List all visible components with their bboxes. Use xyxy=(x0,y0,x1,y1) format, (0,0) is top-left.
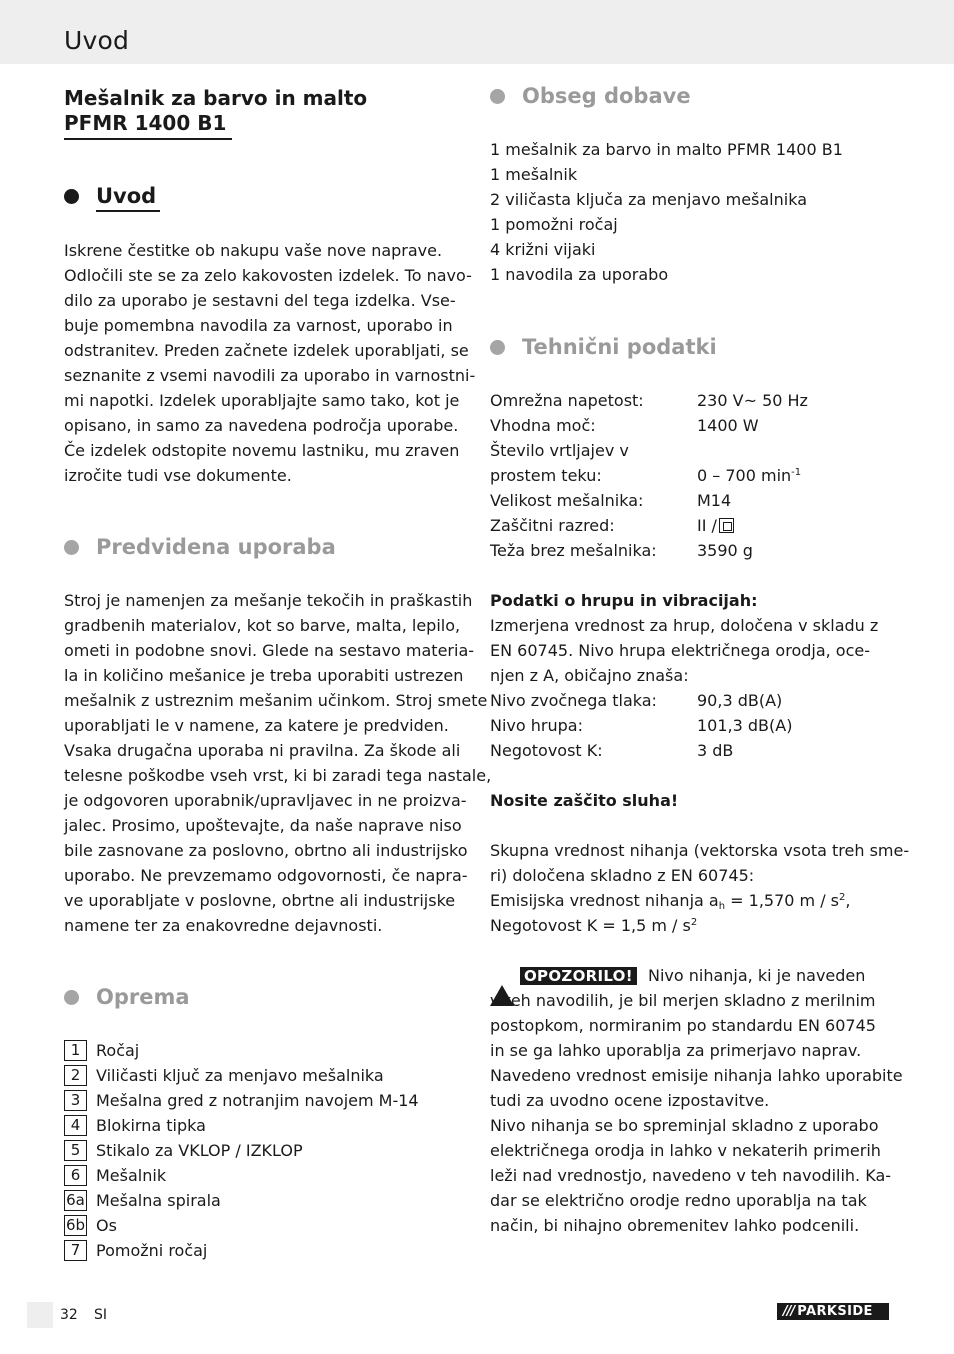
part-item xyxy=(64,1238,419,1263)
text-line: Če izdelek odstopite novemu lastniku, mu zraven xyxy=(64,441,460,460)
part-item xyxy=(64,1088,419,1113)
part-number: 2 xyxy=(64,1065,87,1086)
text-line: odstranitev. Preden začnete izdelek uporabljati, se xyxy=(64,341,469,360)
part-label: Os xyxy=(96,1216,117,1235)
obseg-list xyxy=(490,137,843,287)
part-label: Blokirna tipka xyxy=(96,1116,206,1135)
text-part: , xyxy=(845,891,851,910)
spec-value-text: 0 – 700 min xyxy=(697,466,792,485)
page-header-title: Uvod xyxy=(64,26,130,55)
noise-paragraph xyxy=(490,613,878,688)
text-line: leži nad vrednostjo, navedeno v teh navodilih. Ka- xyxy=(490,1166,892,1185)
text-line: Skupna vrednost nihanja (vektorska vsota treh sme- xyxy=(490,841,910,860)
section-heading-oprema xyxy=(64,985,190,1009)
spec-key: Negotovost K: xyxy=(490,741,603,760)
spec-value: 3590 g xyxy=(697,541,753,560)
spec-value xyxy=(697,513,734,538)
part-label: Pomožni ročaj xyxy=(96,1241,208,1260)
page-number: 32 xyxy=(60,1307,78,1323)
text-part: Emisijska vrednost nihanja a xyxy=(490,891,719,910)
spec-table xyxy=(490,388,808,563)
noise-heading: Podatki o hrupu in vibracijah: xyxy=(490,591,758,610)
spec-value: M14 xyxy=(697,491,732,510)
part-number: 6 xyxy=(64,1165,87,1186)
spec-value-exponent: -1 xyxy=(791,467,802,478)
bullet-dot xyxy=(490,89,505,104)
text-line: ri) določena skladno z EN 60745: xyxy=(490,866,755,885)
text-line: izročite tudi vse dokumente. xyxy=(64,466,292,485)
spec-row xyxy=(490,388,808,413)
text-part: Nivo nihanja, ki je naveden xyxy=(647,966,866,985)
bullet-dot xyxy=(64,540,79,555)
uvod-underline xyxy=(96,210,160,212)
text-line: Izmerjena vrednost za hrup, določena v skladu z xyxy=(490,616,879,635)
protection-class-ii-icon xyxy=(719,518,734,533)
text-line: postopkom, normiranim po standardu EN 60745 xyxy=(490,1016,876,1035)
text-line: mi napotki. Izdelek uporabljajte samo tako, kot je xyxy=(64,391,460,410)
text-line: uporabo. Ne prevzemamo odgovornosti, če napra- xyxy=(64,866,468,885)
part-number: 3 xyxy=(64,1090,87,1111)
text-line: bile zasnovane za poslovno, obrtno ali industrijsko xyxy=(64,841,468,860)
spec-row xyxy=(490,538,808,563)
text-line: gradbenih materialov, kot so barve, malta, lepilo, xyxy=(64,616,461,635)
noise-table xyxy=(490,688,792,763)
text-line: dilo za uporabo je sestavni del tega izdelka. Vse- xyxy=(64,291,456,310)
part-item xyxy=(64,1163,419,1188)
text-line: je odgovoren uporabnik/upravljavec in ne proizva- xyxy=(64,791,467,810)
section-heading-text: Predvidena uporaba xyxy=(96,535,336,559)
part-number: 7 xyxy=(64,1240,87,1261)
document-title xyxy=(64,86,367,136)
part-number: 1 xyxy=(64,1040,87,1061)
text-line: Stroj je namenjen za mešanje tekočih in praškastih xyxy=(64,591,473,610)
bullet-dot xyxy=(64,990,79,1005)
document-title-underline xyxy=(64,138,232,140)
spec-value: 3 dB xyxy=(697,741,734,760)
warning-first-line xyxy=(490,963,903,988)
spec-value-text: II / xyxy=(697,516,717,535)
document-title-line1: Mešalnik za barvo in malto xyxy=(64,86,368,110)
spec-row xyxy=(490,413,808,438)
text-line: mešalnik z ustreznim mešanim učinkom. Stroj smete xyxy=(64,691,488,710)
text-line: 1 navodila za uporabo xyxy=(490,265,669,284)
text-part: = 1,570 m / s xyxy=(725,891,840,910)
spec-key: Teža brez mešalnika: xyxy=(490,541,657,560)
text-line: Vsaka drugačna uporaba ni pravilna. Za škode ali xyxy=(64,741,461,760)
parkside-logo xyxy=(777,1303,889,1320)
predvidena-paragraph xyxy=(64,588,491,938)
text-line: ve uporabljate v poslovne, obrtne ali industrijske xyxy=(64,891,456,910)
part-item xyxy=(64,1038,419,1063)
spec-key: Vhodna moč: xyxy=(490,416,596,435)
part-label: Mešalna spirala xyxy=(96,1191,221,1210)
part-number: 4 xyxy=(64,1115,87,1136)
part-number: 5 xyxy=(64,1140,87,1161)
text-line: njen z A, običajno znaša: xyxy=(490,666,689,685)
warning-paragraph xyxy=(490,963,903,1238)
section-heading-uvod xyxy=(64,184,156,208)
text-part: Negotovost K = 1,5 m / s xyxy=(490,916,691,935)
spec-key: Velikost mešalnika: xyxy=(490,491,644,510)
spec-key: Nivo hrupa: xyxy=(490,716,583,735)
language-code: SI xyxy=(94,1307,108,1323)
text-line: in se ga lahko uporablja za primerjavo naprav. xyxy=(490,1041,862,1060)
part-label: Ročaj xyxy=(96,1041,140,1060)
spec-key: Omrežna napetost: xyxy=(490,391,644,410)
spec-key: Nivo zvočnega tlaka: xyxy=(490,691,657,710)
section-heading-tehnicni-podatki xyxy=(490,335,717,359)
part-item xyxy=(64,1188,419,1213)
text-line: tudi za uvodno ocene izpostavitve. xyxy=(490,1091,770,1110)
text-line: ometi in podobne snovi. Glede na sestavo materia- xyxy=(64,641,475,660)
text-line: Iskrene čestitke ob nakupu vaše nove naprave. xyxy=(64,241,443,260)
part-label: Viličasti ključ za menjavo mešalnika xyxy=(96,1066,384,1085)
spec-row xyxy=(490,438,808,463)
part-label: Mešalna gred z notranjim navojem M-14 xyxy=(96,1091,419,1110)
vibration-paragraph xyxy=(490,838,909,938)
hearing-protection-note: Nosite zaščito sluha! xyxy=(490,791,679,810)
part-item xyxy=(64,1138,419,1163)
logo-slashes: /// xyxy=(783,1304,795,1319)
text-line xyxy=(490,913,909,938)
spec-row xyxy=(490,513,808,538)
text-line: 4 križni vijaki xyxy=(490,240,596,259)
text-line: seznanite z vsemi navodili za uporabo in varnostni- xyxy=(64,366,476,385)
bullet-dot xyxy=(64,189,79,204)
text-line: buje pomembna navodila za varnost, uporabo in xyxy=(64,316,453,335)
header-band xyxy=(0,0,954,64)
warning-triangle-icon xyxy=(490,966,514,1006)
uvod-paragraph xyxy=(64,238,475,488)
spec-value: 101,3 dB(A) xyxy=(697,716,793,735)
spec-row xyxy=(490,688,792,713)
text-line: 1 pomožni ročaj xyxy=(490,215,618,234)
spec-value: 1400 W xyxy=(697,416,759,435)
text-line: 1 mešalnik xyxy=(490,165,578,184)
spec-row xyxy=(490,488,808,513)
text-line: 2 viličasta ključa za menjavo mešalnika xyxy=(490,190,807,209)
text-line: električnega orodja in lahko v nekaterih primerih xyxy=(490,1141,881,1160)
text-line: Nivo nihanja se bo spreminjal skladno z uporabo xyxy=(490,1116,879,1135)
spec-key: Zaščitni razred: xyxy=(490,516,615,535)
part-item xyxy=(64,1213,419,1238)
spec-value: 90,3 dB(A) xyxy=(697,691,783,710)
warning-badge: OPOZORILO! xyxy=(520,967,637,985)
part-label: Stikalo za VKLOP / IZKLOP xyxy=(96,1141,303,1160)
text-line: uporabljati le v namene, za katere je predviden. xyxy=(64,716,449,735)
text-line: telesne poškodbe vseh vrst, ki bi zaradi tega nastale, xyxy=(64,766,492,785)
section-heading-text: Obseg dobave xyxy=(522,84,691,108)
part-number: 6b xyxy=(65,1216,86,1234)
subscript: h xyxy=(718,901,726,912)
text-line: namene ter za enakovredne dejavnosti. xyxy=(64,916,383,935)
superscript: 2 xyxy=(690,917,698,928)
part-number: 6a xyxy=(64,1190,87,1211)
text-line xyxy=(490,888,909,913)
text-line: opisano, in samo za navedena področja uporabe. xyxy=(64,416,459,435)
superscript: 2 xyxy=(839,892,846,903)
text-line: način, bi nihajno obremenitev lahko podcenili. xyxy=(490,1216,860,1235)
section-heading-obseg-dobave xyxy=(490,84,691,108)
text-line: Navedeno vrednost emisije nihanja lahko uporabite xyxy=(490,1066,903,1085)
document-title-model: PFMR 1400 B1 xyxy=(64,111,227,135)
spec-row xyxy=(490,463,808,488)
part-item xyxy=(64,1063,419,1088)
spec-row xyxy=(490,713,792,738)
bullet-dot xyxy=(490,340,505,355)
text-line: la in količino mešanice je treba uporabiti ustrezen xyxy=(64,666,464,685)
text-line: jalec. Prosimo, upoštevajte, da naše naprave niso xyxy=(64,816,462,835)
section-heading-text: Uvod xyxy=(96,184,157,208)
parts-list xyxy=(64,1038,419,1263)
section-heading-text: Oprema xyxy=(96,985,190,1009)
spec-row xyxy=(490,738,792,763)
spec-value xyxy=(697,463,801,488)
spec-value: 230 V~ 50 Hz xyxy=(697,391,808,410)
spec-key: Število vrtljajev v xyxy=(490,441,629,460)
section-heading-predvidena-uporaba xyxy=(64,535,336,559)
text-line: v teh navodilih, je bil merjen skladno z merilnim xyxy=(490,991,876,1010)
part-label: Mešalnik xyxy=(96,1166,167,1185)
text-line: EN 60745. Nivo hrupa električnega orodja, oce- xyxy=(490,641,871,660)
text-line: Odločili ste se za zelo kakovosten izdelek. To navo- xyxy=(64,266,472,285)
spec-key: prostem teku: xyxy=(490,466,602,485)
part-item xyxy=(64,1113,419,1138)
logo-text: PARKSIDE xyxy=(797,1304,873,1319)
text-line: dar se električno orodje redno uporablja na tak xyxy=(490,1191,867,1210)
footer-page-tab xyxy=(27,1302,53,1328)
section-heading-text: Tehnični podatki xyxy=(522,335,717,359)
text-line: 1 mešalnik za barvo in malto PFMR 1400 B1 xyxy=(490,140,843,159)
